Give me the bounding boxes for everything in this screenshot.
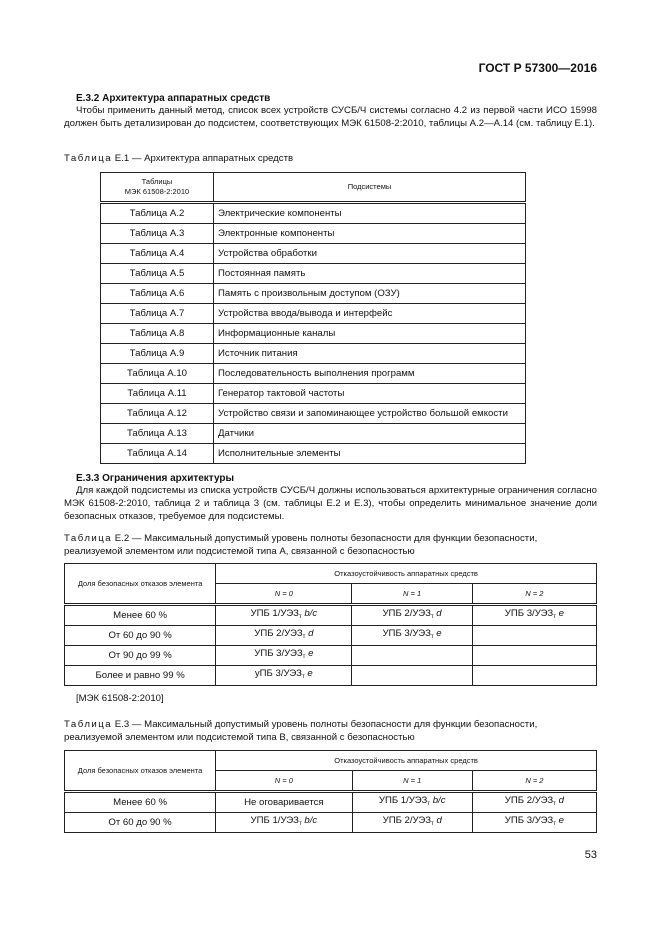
table-row bbox=[65, 813, 597, 833]
table-e3-caption bbox=[64, 718, 597, 744]
caption-text: Е.2 — Максимальный допустимый уровень полноты безопасности для функции безопасности, реализуемой элементом или подсистемой типа А, связанной с безопасностью bbox=[64, 533, 538, 557]
fraction-cell: От 90 до 99 % bbox=[65, 646, 216, 666]
sil-level: УПБ 2/УЭЗ bbox=[504, 795, 554, 806]
table-ref-cell: Таблица А.14 bbox=[101, 444, 214, 464]
header-line: Таблицы bbox=[141, 177, 173, 186]
n-header-cell: N = 1 bbox=[352, 584, 472, 605]
caption-label: Таблица bbox=[64, 533, 113, 544]
sil-cell bbox=[472, 646, 596, 666]
sil-note: d bbox=[558, 795, 564, 806]
table-row bbox=[101, 344, 526, 364]
table-row bbox=[101, 264, 526, 284]
sil-cell bbox=[352, 605, 472, 626]
caption-label: Таблица bbox=[64, 719, 113, 730]
sil-note: d bbox=[436, 815, 442, 826]
sil-cell bbox=[472, 792, 596, 813]
fraction-cell: Менее 60 % bbox=[65, 792, 216, 813]
table-row bbox=[101, 384, 526, 404]
document-number: ГОСТ Р 57300—2016 bbox=[478, 61, 597, 75]
sil-level: УПБ 2/УЭЗ bbox=[382, 608, 431, 619]
table-row bbox=[101, 324, 526, 344]
sil-subscript: т bbox=[430, 614, 434, 620]
table-row bbox=[65, 646, 597, 666]
table-e1-caption bbox=[64, 152, 597, 165]
table-row bbox=[101, 244, 526, 264]
table-row bbox=[101, 224, 526, 244]
subsystem-cell: Исполнительные элементы bbox=[214, 444, 526, 464]
sil-level: УПБ 1/УЭЗ bbox=[378, 795, 428, 806]
subsystem-cell: Электрические компоненты bbox=[214, 203, 526, 224]
table-e3 bbox=[64, 750, 597, 833]
sil-cell bbox=[352, 792, 472, 813]
sil-cell bbox=[472, 666, 596, 686]
sil-cell bbox=[216, 646, 352, 666]
table-row bbox=[65, 666, 597, 686]
sil-cell bbox=[472, 626, 596, 646]
caption-text: Е.3 — Максимальный допустимый уровень полноты безопасности для функции безопасности, реализуемой элементом или подсистемой типа В, связанной с безопасностью bbox=[64, 719, 538, 743]
subsystem-cell: Датчики bbox=[214, 424, 526, 444]
sil-subscript: т bbox=[553, 801, 556, 807]
n-header-cell: N = 0 bbox=[216, 584, 352, 605]
sil-note: e bbox=[307, 668, 313, 679]
subsystem-cell: Источник питания bbox=[214, 344, 526, 364]
table-ref-cell: Таблица А.4 bbox=[101, 244, 214, 264]
sil-level: Не оговаривается bbox=[244, 797, 324, 808]
sil-level: уПБ 3/УЭЗ bbox=[254, 668, 302, 679]
sil-subscript: т bbox=[301, 674, 305, 680]
sil-subscript: т bbox=[431, 821, 434, 827]
table-header-cell: Доля безопасных отказов элемента bbox=[65, 564, 216, 605]
table-ref-cell: Таблица А.11 bbox=[101, 384, 214, 404]
sil-note: e bbox=[558, 815, 564, 826]
table-ref-cell: Таблица А.10 bbox=[101, 364, 214, 384]
subsystem-cell: Постоянная память bbox=[214, 264, 526, 284]
sil-cell bbox=[352, 626, 472, 646]
n-header-cell: N = 2 bbox=[472, 771, 596, 792]
table-row bbox=[101, 304, 526, 324]
table-ref-cell: Таблица А.8 bbox=[101, 324, 214, 344]
sil-subscript: т bbox=[553, 821, 556, 827]
header-line: МЭК 61508-2:2010 bbox=[124, 187, 190, 196]
table-header-cell: Доля безопасных отказов элемента bbox=[65, 751, 216, 792]
sil-note: b/c bbox=[432, 795, 446, 806]
sil-subscript: т bbox=[302, 654, 306, 660]
header-row bbox=[65, 564, 597, 584]
sil-cell bbox=[352, 666, 472, 686]
header-row bbox=[65, 751, 597, 771]
sil-subscript: т bbox=[553, 614, 556, 620]
n-header-cell: N = 2 bbox=[472, 584, 596, 605]
table-ref-cell: Таблица А.12 bbox=[101, 404, 214, 424]
fraction-cell: От 60 до 90 % bbox=[65, 813, 216, 833]
sil-note: e bbox=[436, 628, 442, 639]
subsystem-cell: Последовательность выполнения программ bbox=[214, 364, 526, 384]
table-e1 bbox=[100, 172, 526, 464]
fraction-cell: Более и равно 99 % bbox=[65, 666, 216, 686]
sil-level: УПБ 2/УЭЗ bbox=[382, 815, 432, 826]
sil-level: УПБ 3/УЭЗ bbox=[382, 628, 431, 639]
subsystem-cell: Устройства обработки bbox=[214, 244, 526, 264]
section-paragraph-e33: Для каждой подсистемы из списка устройств СУСБ/Ч должны использоваться архитектурные ограничения согласно МЭК 61508-2:2010, таблица 2 и таблица 3 (см. таблицы Е.2 и Е.3), чтобы определить минимальное значение доли безопасных отказов, требуемое для подсистемы. bbox=[64, 485, 597, 522]
sil-cell bbox=[352, 646, 472, 666]
table-row bbox=[101, 404, 526, 424]
section-heading-e33: Е.3.3 Ограничения архитектуры bbox=[76, 473, 235, 484]
sil-level: УПБ 2/УЭЗ bbox=[254, 628, 303, 639]
subsystem-cell: Устройства ввода/вывода и интерфейс bbox=[214, 304, 526, 324]
table-header-cell: Подсистемы bbox=[214, 173, 526, 203]
table-ref-cell: Таблица А.2 bbox=[101, 203, 214, 224]
sil-level: УПБ 1/УЭЗ bbox=[250, 608, 299, 619]
table-header-cell bbox=[101, 173, 214, 203]
table-row bbox=[65, 626, 597, 646]
sil-note: e bbox=[558, 608, 564, 619]
sil-note: d bbox=[436, 608, 442, 619]
fraction-cell: Менее 60 % bbox=[65, 605, 216, 626]
sil-note: e bbox=[308, 648, 314, 659]
table-e2 bbox=[64, 563, 597, 686]
table-row bbox=[65, 792, 597, 813]
sil-level: УПБ 3/УЭЗ bbox=[254, 648, 303, 659]
n-header-cell: N = 1 bbox=[352, 771, 472, 792]
table-row bbox=[101, 364, 526, 384]
table-e2-caption bbox=[64, 532, 597, 558]
subsystem-cell: Генератор тактовой частоты bbox=[214, 384, 526, 404]
table-group-header: Отказоустойчивость аппаратных средств bbox=[216, 751, 597, 771]
sil-subscript: т bbox=[298, 614, 302, 620]
sil-level: УПБ 3/УЭЗ bbox=[504, 815, 554, 826]
table-row bbox=[65, 605, 597, 626]
caption-text: Е.1 — Архитектура аппаратных средств bbox=[114, 153, 294, 164]
sil-cell bbox=[472, 605, 596, 626]
sil-cell bbox=[216, 666, 352, 686]
sil-note: d bbox=[308, 628, 314, 639]
subsystem-cell: Электронные компоненты bbox=[214, 224, 526, 244]
sil-cell bbox=[216, 792, 352, 813]
sil-note: b/c bbox=[304, 815, 318, 826]
table-ref-cell: Таблица А.5 bbox=[101, 264, 214, 284]
sil-subscript: т bbox=[298, 821, 302, 827]
sil-cell bbox=[352, 813, 472, 833]
table-ref-cell: Таблица А.6 bbox=[101, 284, 214, 304]
sil-cell bbox=[216, 626, 352, 646]
table-row bbox=[101, 424, 526, 444]
section-heading-e32: Е.3.2 Архитектура аппаратных средств bbox=[76, 93, 271, 104]
table-ref-cell: Таблица А.3 bbox=[101, 224, 214, 244]
sil-cell bbox=[472, 813, 596, 833]
caption-label: Таблица bbox=[64, 153, 113, 164]
table-e2-source: [МЭК 61508-2:2010] bbox=[76, 693, 164, 704]
sil-cell bbox=[216, 605, 352, 626]
sil-subscript: т bbox=[430, 634, 434, 640]
subsystem-cell: Память с произвольным доступом (ОЗУ) bbox=[214, 284, 526, 304]
sil-level: УПБ 1/УЭЗ bbox=[250, 815, 299, 826]
sil-subscript: т bbox=[427, 801, 431, 807]
table-row bbox=[101, 444, 526, 464]
table-ref-cell: Таблица А.9 bbox=[101, 344, 214, 364]
table-ref-cell: Таблица А.13 bbox=[101, 424, 214, 444]
sil-note: b/c bbox=[304, 608, 318, 619]
table-group-header: Отказоустойчивость аппаратных средств bbox=[216, 564, 597, 584]
fraction-cell: От 60 до 90 % bbox=[65, 626, 216, 646]
sil-subscript: т bbox=[302, 634, 306, 640]
section-paragraph-e32: Чтобы применить данный метод, список всех устройств СУСБ/Ч системы согласно 4.2 из первой части ИСО 15998 должен быть детализирован до подсистем, соответствующих МЭК 61508-2:2010, таблицы А.2—А.14 (см. таблицу Е.1). bbox=[64, 105, 597, 129]
page-number: 53 bbox=[584, 849, 597, 861]
table-row bbox=[101, 203, 526, 224]
subsystem-cell: Информационные каналы bbox=[214, 324, 526, 344]
subsystem-cell: Устройство связи и запоминающее устройство большой емкости bbox=[214, 404, 526, 424]
table-ref-cell: Таблица А.7 bbox=[101, 304, 214, 324]
n-header-cell: N = 0 bbox=[216, 771, 352, 792]
sil-level: УПБ 3/УЭЗ bbox=[504, 608, 554, 619]
sil-cell bbox=[216, 813, 352, 833]
table-row bbox=[101, 284, 526, 304]
